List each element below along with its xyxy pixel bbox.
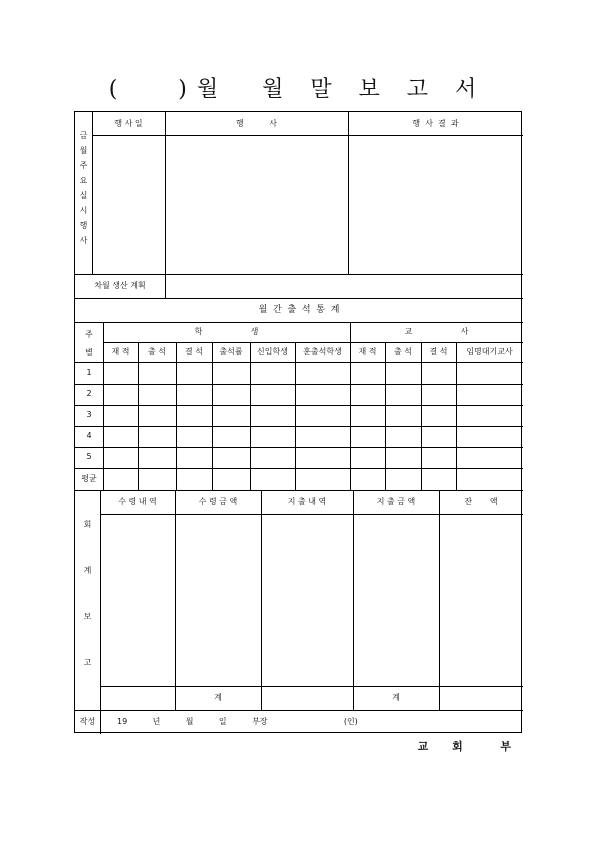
divider [421,342,422,490]
week-row-label: 2 [86,389,92,398]
divider [165,112,166,274]
page-title: ( )월 월 말 보 고 서 [108,77,487,102]
col-student-present: 출 석 [148,347,166,356]
divider [165,274,166,298]
col-student-returning: 훈출석학생 [303,347,342,356]
week-row-label: 5 [86,452,92,461]
signature-line: 19 년 월 일 부장 (인) [117,717,358,726]
report-form [74,111,522,733]
divider [75,274,523,275]
col-header-event-result: 행 사 결 과 [412,119,459,128]
divider [138,342,139,490]
section-label-events: 금 월 주 요 실 시 행 사 [79,131,88,245]
divider [175,490,176,710]
col-expense-amount: 지 출 금 액 [376,497,416,506]
week-row-label: 4 [86,431,92,440]
divider [92,135,523,136]
divider [100,514,523,515]
col-expense-items: 지 출 내 역 [287,497,327,506]
divider [261,490,262,710]
divider [75,298,523,299]
col-student-absent: 결 석 [185,347,203,356]
divider [212,342,213,490]
divider [75,322,523,323]
divider [75,490,523,491]
divider [353,490,354,710]
week-row-label: 3 [86,410,92,419]
col-balance: 잔 액 [464,497,498,506]
divider [348,112,349,274]
col-received-items: 수 령 내 역 [118,497,157,506]
divider [92,112,93,274]
divider [100,686,523,687]
teachers-header: 교 사 [404,327,469,336]
author-label: 작성 [79,717,96,726]
students-header: 학 생 [194,327,259,336]
section-label-finance: 회 계 보 고 [83,520,92,668]
divider [250,342,251,490]
divider [385,342,386,490]
next-plan-label: 차월 생산 계획 [94,281,146,290]
received-total-label: 계 [214,693,222,702]
divider [439,490,440,710]
divider [176,342,177,490]
divider [456,342,457,490]
col-teacher-pending: 임명대기교사 [466,347,513,356]
col-header-event: 행 사 [236,119,277,128]
col-teacher-absent: 결 석 [429,347,448,356]
col-student-enrolled: 재 적 [111,347,130,356]
divider [75,710,523,711]
expense-total-label: 계 [392,693,400,702]
divider [100,490,101,734]
divider [103,342,523,343]
col-teacher-enrolled: 재 적 [358,347,377,356]
week-label: 주 별 [85,330,93,357]
divider [295,342,296,490]
week-row-label: 1 [86,368,92,377]
col-received-amount: 수 령 금 액 [198,497,238,506]
col-student-new: 신입학생 [257,347,288,356]
col-teacher-present: 출 석 [394,347,412,356]
col-student-rate: 출석률 [219,347,243,356]
church-department-label: 교 회 부 [417,740,521,753]
average-row-label: 평균 [81,474,97,483]
col-header-event-date: 행 사 일 [114,119,143,128]
attendance-title: 월 간 출 석 통 계 [258,305,340,315]
